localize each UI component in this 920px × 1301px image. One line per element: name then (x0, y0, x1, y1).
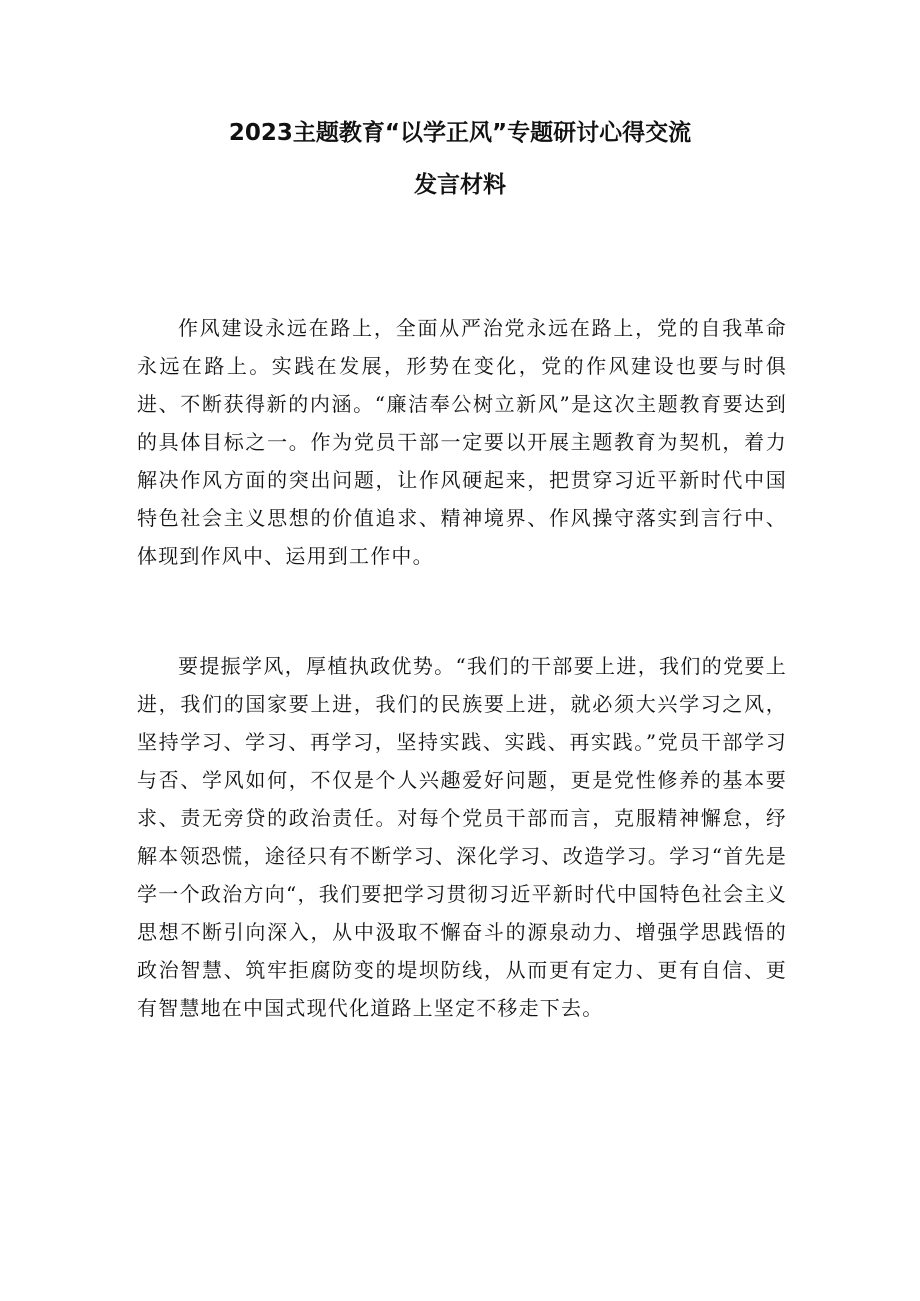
document-title: 2023主题教育“以学正风”专题研讨心得交流 (228, 120, 692, 146)
document-subtitle: 发言材料 (414, 172, 506, 198)
body-paragraph-1: 作风建设永远在路上，全面从严治党永远在路上，党的自我革命永远在路上。实践在发展，形势在变化，党的作风建设也要与时俱进、不断获得新的内涵。“廉洁奉公树立新风”是这次主题教育要达到的具体目标之一。作为党员干部一定要以开展主题教育为契机，着力解决作风方面的突出问题，让作风硬起来，把贯穿习近平新时代中国特色社会主义思想的价值追求、精神境界、作风操守落实到言行中、体现到作风中、运用到工作中。 (137, 316, 787, 568)
body-paragraph-2: 要提振学风，厚植执政优势。“我们的干部要上进，我们的党要上进，我们的国家要上进，我们的民族要上进，就必须大兴学习之风，坚持学习、学习、再学习，坚持实践、实践、再实践。”党员干部学习与否、学风如何，不仅是个人兴趣爱好问题，更是党性修养的基本要求、责无旁贷的政治责任。对每个党员干部而言，克服精神懈怠，纾解本领恐慌，途径只有不断学习、深化学习、改造学习。学习“首先是学一个政治方向“，我们要把学习贯彻习近平新时代中国特色社会主义思想不断引向深入，从中汲取不懈奋斗的源泉动力、增强学思践悟的政治智慧、筑牢拒腐防变的堤坝防线，从而更有定力、更有自信、更有智慧地在中国式现代化道路上坚定不移走下去。 (137, 654, 787, 1020)
